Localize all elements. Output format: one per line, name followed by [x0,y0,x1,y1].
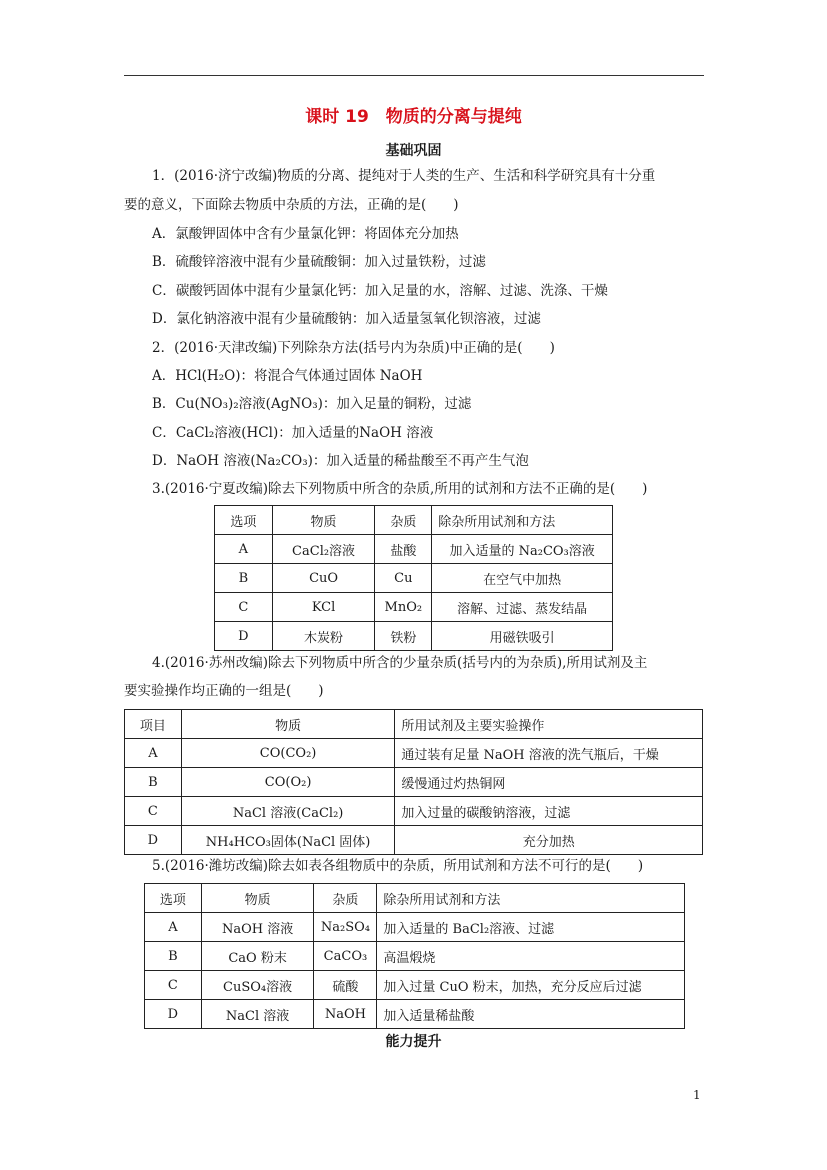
page-number: 1 [693,1088,701,1102]
q1-option-a: A．氯酸钾固体中含有少量氯化钾：将固体充分加热 [152,226,459,242]
table-header-row [145,884,685,913]
table-header-cell: 除杂所用试剂和方法 [432,506,613,535]
table-cell: C [125,797,182,826]
table-header-cell: 杂质 [375,506,432,535]
table-cell: 充分加热 [395,826,703,855]
table-row [145,971,685,1000]
table-cell: NH₄HCO₃固体(NaCl 固体) [181,826,395,855]
table-cell: MnO₂ [375,593,432,622]
table-cell: 缓慢通过灼热铜网 [395,768,703,797]
table-row [125,826,703,855]
table-row [215,593,613,622]
table-row [125,739,703,768]
q4-table [124,709,703,855]
table-header-cell: 物质 [181,710,395,739]
table-cell: 在空气中加热 [432,564,613,593]
q4-stem-line1: 4.(2016·苏州改编)除去下列物质中所含的少量杂质(括号内的为杂质),所用试剂及主 [152,655,648,671]
table-cell: NaOH 溶液 [201,913,314,942]
table-cell: CaCO₃ [314,942,377,971]
q3-table [214,505,613,651]
table-cell: 溶解、过滤、蒸发结晶 [432,593,613,622]
q2-option-b: B．Cu(NO₃)₂溶液(AgNO₃)：加入足量的铜粉，过滤 [152,396,472,412]
q2-stem: 2．(2016·天津改编)下列除杂方法(括号内为杂质)中正确的是( ) [152,340,555,356]
table-header-row [215,506,613,535]
table-cell: 高温煅烧 [377,942,685,971]
table-row [215,622,613,651]
table-cell: 加入过量的碳酸钠溶液，过滤 [395,797,703,826]
table-cell: Cu [375,564,432,593]
table-cell: C [215,593,273,622]
q1-stem-line1: 1．(2016·济宁改编)物质的分离、提纯对于人类的生产、生活和科学研究具有十分重 [152,168,656,184]
table-cell: 木炭粉 [272,622,375,651]
table-row [215,564,613,593]
table-cell: NaCl 溶液(CaCl₂) [181,797,395,826]
table-cell: D [125,826,182,855]
table-cell: 加入适量的 BaCl₂溶液、过滤 [377,913,685,942]
q2-option-d: D．NaOH 溶液(Na₂CO₃)：加入适量的稀盐酸至不再产生气泡 [152,453,529,469]
q1-stem-line2: 要的意义，下面除去物质中杂质的方法，正确的是( ) [124,197,459,213]
q1-option-b: B．硫酸锌溶液中混有少量硫酸铜：加入过量铁粉，过滤 [152,254,486,270]
table-row [145,942,685,971]
table-cell: 通过装有足量 NaOH 溶液的洗气瓶后，干燥 [395,739,703,768]
table-row [125,768,703,797]
section-heading-advanced: 能力提升 [385,1034,442,1050]
q2-option-c: C．CaCl₂溶液(HCl)：加入适量的NaOH 溶液 [152,425,434,441]
table-header-cell: 所用试剂及主要实验操作 [395,710,703,739]
table-cell: B [145,942,202,971]
table-header-cell: 物质 [201,884,314,913]
table-cell: 加入适量稀盐酸 [377,1000,685,1029]
q1-option-c: C．碳酸钙固体中混有少量氯化钙：加入足量的水，溶解、过滤、洗涤、干燥 [152,283,608,299]
table-header-row [125,710,703,739]
table-cell: 加入适量的 Na₂CO₃溶液 [432,535,613,564]
q1-option-d: D．氯化钠溶液中混有少量硫酸钠：加入适量氢氧化钡溶液，过滤 [152,311,541,327]
table-cell: C [145,971,202,1000]
q2-option-a: A．HCl(H₂O)：将混合气体通过固体 NaOH [152,368,423,384]
table-cell: CaCl₂溶液 [272,535,375,564]
table-row [125,797,703,826]
table-cell: CO(O₂) [181,768,395,797]
table-header-cell: 选项 [215,506,273,535]
table-header-cell: 除杂所用试剂和方法 [377,884,685,913]
table-cell: 用磁铁吸引 [432,622,613,651]
q3-stem: 3.(2016·宁夏改编)除去下列物质中所含的杂质,所用的试剂和方法不正确的是( ) [152,481,648,497]
table-cell: B [215,564,273,593]
table-cell: Na₂SO₄ [314,913,377,942]
table-cell: 盐酸 [375,535,432,564]
header-rule [124,75,704,76]
table-cell: A [125,739,182,768]
table-row [145,1000,685,1029]
table-cell: NaOH [314,1000,377,1029]
table-header-cell: 选项 [145,884,202,913]
table-cell: 铁粉 [375,622,432,651]
table-header-cell: 项目 [125,710,182,739]
table-header-cell: 物质 [272,506,375,535]
q5-stem: 5.(2016·潍坊改编)除去如表各组物质中的杂质，所用试剂和方法不可行的是( ) [152,858,644,874]
table-cell: 硫酸 [314,971,377,1000]
q4-stem-line2: 要实验操作均正确的一组是( ) [124,683,324,699]
table-cell: A [215,535,273,564]
table-row [145,913,685,942]
table-cell: NaCl 溶液 [201,1000,314,1029]
table-cell: A [145,913,202,942]
table-row [215,535,613,564]
table-header-cell: 杂质 [314,884,377,913]
table-cell: CuO [272,564,375,593]
table-cell: CO(CO₂) [181,739,395,768]
table-cell: KCl [272,593,375,622]
table-cell: CaO 粉末 [201,942,314,971]
page-title: 课时 19 物质的分离与提纯 [305,107,522,127]
q5-table [144,883,685,1029]
table-cell: 加入过量 CuO 粉末，加热，充分反应后过滤 [377,971,685,1000]
section-heading-basic: 基础巩固 [385,143,442,159]
table-cell: D [215,622,273,651]
table-cell: B [125,768,182,797]
table-cell: CuSO₄溶液 [201,971,314,1000]
table-cell: D [145,1000,202,1029]
